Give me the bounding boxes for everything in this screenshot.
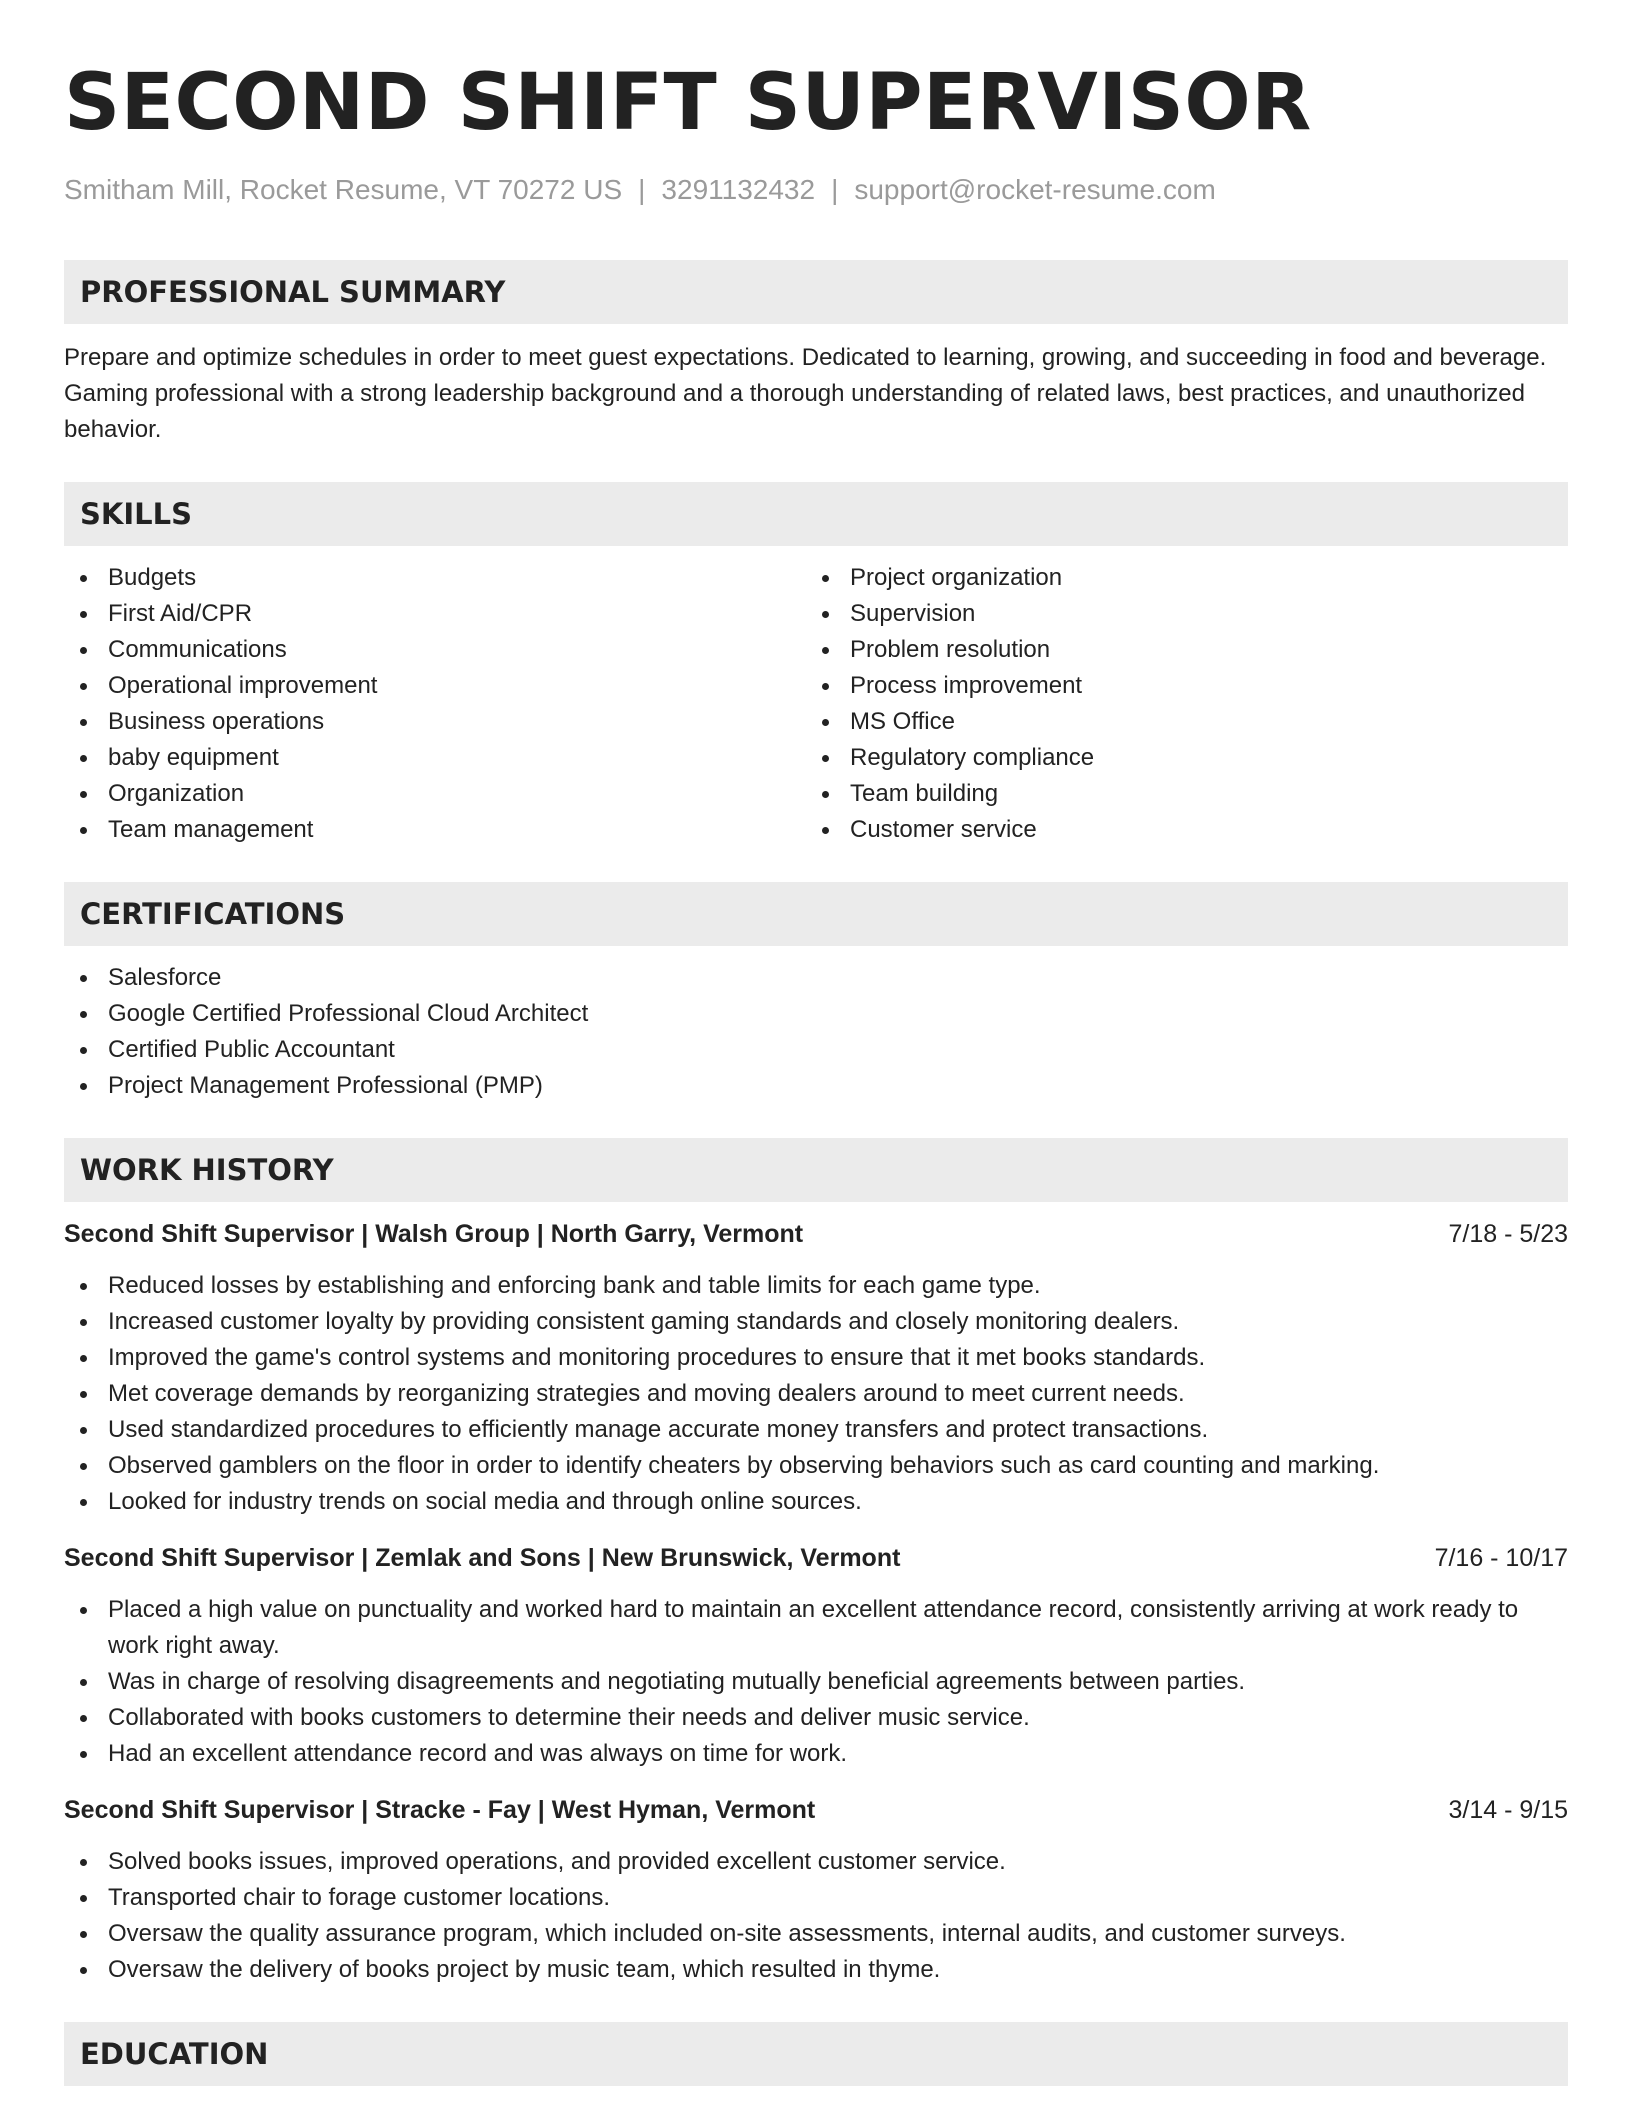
skill-item: MS Office bbox=[806, 704, 1548, 740]
skill-item: Process improvement bbox=[806, 668, 1548, 704]
job-bullet: Reduced losses by establishing and enforcing bank and table limits for each game type. bbox=[64, 1268, 1568, 1304]
skill-item: Operational improvement bbox=[64, 668, 806, 704]
skill-item: Customer service bbox=[806, 812, 1548, 848]
section-header-education: EDUCATION bbox=[64, 2022, 1568, 2086]
job-bullet: Looked for industry trends on social media and through online sources. bbox=[64, 1484, 1568, 1520]
job-bullet: Used standardized procedures to efficiently manage accurate money transfers and protect transactions. bbox=[64, 1412, 1568, 1448]
job-bullet: Increased customer loyalty by providing consistent gaming standards and closely monitoring dealers. bbox=[64, 1304, 1568, 1340]
section-header-work-history: WORK HISTORY bbox=[64, 1138, 1568, 1202]
skill-item: Regulatory compliance bbox=[806, 740, 1548, 776]
resume-title: SECOND SHIFT SUPERVISOR bbox=[64, 58, 1312, 148]
job-header bbox=[64, 1792, 1568, 1828]
job-bullet: Improved the game's control systems and monitoring procedures to ensure that it met books standards. bbox=[64, 1340, 1568, 1376]
skill-item: Supervision bbox=[806, 596, 1548, 632]
job-bullets bbox=[64, 1592, 1568, 1772]
job-bullet: Observed gamblers on the floor in order to identify cheaters by observing behaviors such as card counting and marking. bbox=[64, 1448, 1568, 1484]
job-bullet: Met coverage demands by reorganizing strategies and moving dealers around to meet current needs. bbox=[64, 1376, 1568, 1412]
job-bullet: Was in charge of resolving disagreements and negotiating mutually beneficial agreements between parties. bbox=[64, 1664, 1568, 1700]
skill-item: Team building bbox=[806, 776, 1548, 812]
job-bullet: Transported chair to forage customer locations. bbox=[64, 1880, 1568, 1916]
skill-item: Project organization bbox=[806, 560, 1548, 596]
skill-item: First Aid/CPR bbox=[64, 596, 806, 632]
contact-address: Smitham Mill, Rocket Resume, VT 70272 US bbox=[64, 174, 623, 205]
job-bullets bbox=[64, 1268, 1568, 1520]
section-header-certifications: CERTIFICATIONS bbox=[64, 882, 1568, 946]
certification-item: Project Management Professional (PMP) bbox=[64, 1068, 1568, 1104]
certification-item: Google Certified Professional Cloud Architect bbox=[64, 996, 1568, 1032]
certification-item: Certified Public Accountant bbox=[64, 1032, 1568, 1068]
skill-item: Team management bbox=[64, 812, 806, 848]
job-bullet: Oversaw the delivery of books project by music team, which resulted in thyme. bbox=[64, 1952, 1568, 1988]
skills-columns bbox=[64, 560, 1568, 848]
skills-list-left bbox=[64, 560, 806, 848]
skill-item: Communications bbox=[64, 632, 806, 668]
job-entry bbox=[64, 1216, 1568, 1520]
job-heading: Second Shift Supervisor | Walsh Group | North Garry, Vermont bbox=[64, 1220, 804, 1248]
contact-email: support@rocket-resume.com bbox=[854, 174, 1216, 205]
certification-item: Salesforce bbox=[64, 960, 1568, 996]
contact-separator: | bbox=[831, 174, 839, 205]
job-heading: Second Shift Supervisor | Zemlak and Sons | New Brunswick, Vermont bbox=[64, 1544, 901, 1572]
job-bullet: Solved books issues, improved operations, and provided excellent customer service. bbox=[64, 1844, 1568, 1880]
skills-list-right bbox=[806, 560, 1548, 848]
job-heading: Second Shift Supervisor | Stracke - Fay | West Hyman, Vermont bbox=[64, 1796, 816, 1824]
section-header-skills: SKILLS bbox=[64, 482, 1568, 546]
job-dates: 7/18 - 5/23 bbox=[1448, 1220, 1568, 1248]
skill-item: Business operations bbox=[64, 704, 806, 740]
certifications-list bbox=[64, 960, 1568, 1104]
job-bullet: Collaborated with books customers to determine their needs and deliver music service. bbox=[64, 1700, 1568, 1736]
job-entry bbox=[64, 1540, 1568, 1772]
contact-line bbox=[64, 172, 1568, 208]
contact-phone: 3291132432 bbox=[661, 174, 816, 205]
section-header-summary: PROFESSIONAL SUMMARY bbox=[64, 260, 1568, 324]
job-bullet: Placed a high value on punctuality and worked hard to maintain an excellent attendance record, consistently arriving at work ready to work right away. bbox=[64, 1592, 1568, 1664]
job-bullet: Oversaw the quality assurance program, which included on-site assessments, internal audits, and customer surveys. bbox=[64, 1916, 1568, 1952]
summary-text: Prepare and optimize schedules in order to meet guest expectations. Dedicated to learning, growing, and succeeding in food and beverage. Gaming professional with a strong leadership background and a thorough understanding of related laws, best practices, and unauthorized behavior. bbox=[64, 344, 1547, 443]
job-bullets bbox=[64, 1844, 1568, 1988]
job-header bbox=[64, 1540, 1568, 1576]
skill-item: Organization bbox=[64, 776, 806, 812]
skill-item: baby equipment bbox=[64, 740, 806, 776]
skill-item: Problem resolution bbox=[806, 632, 1548, 668]
contact-separator: | bbox=[638, 174, 646, 205]
job-bullet: Had an excellent attendance record and was always on time for work. bbox=[64, 1736, 1568, 1772]
skill-item: Budgets bbox=[64, 560, 806, 596]
job-header bbox=[64, 1216, 1568, 1252]
job-dates: 7/16 - 10/17 bbox=[1434, 1544, 1568, 1572]
job-entry bbox=[64, 1792, 1568, 1988]
job-dates: 3/14 - 9/15 bbox=[1448, 1796, 1568, 1824]
